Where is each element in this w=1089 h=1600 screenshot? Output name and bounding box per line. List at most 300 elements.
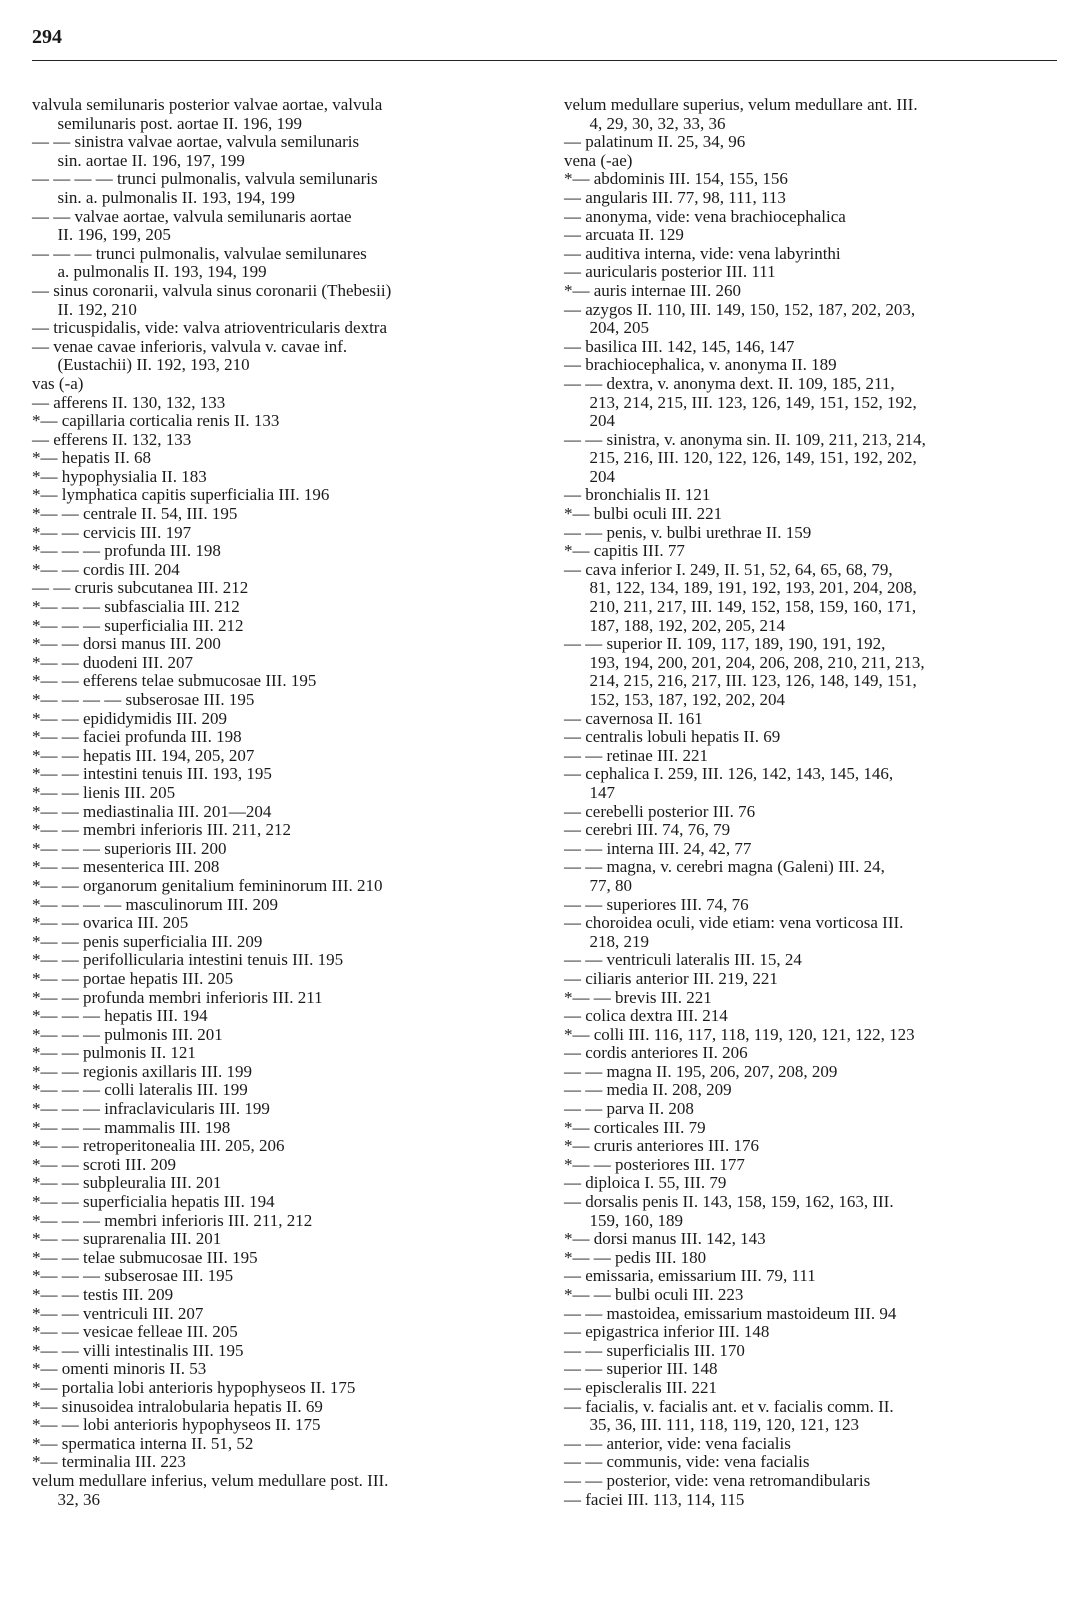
index-entry-text: 215, 216, III. 120, 122, 126, 149, 151, 192, 202, — [564, 448, 917, 468]
index-entry-text: *— — — membri inferioris III. 211, 212 — [32, 1210, 313, 1230]
index-entry — [564, 765, 1064, 784]
index-entry-text: — bronchialis II. 121 — [564, 485, 711, 505]
index-entry — [564, 561, 1064, 580]
index-entry-text: *— — — superficialia III. 212 — [32, 615, 244, 635]
index-entry-text: — diploica I. 55, III. 79 — [564, 1173, 727, 1193]
index-entry-text: *— — intestini tenuis III. 193, 195 — [32, 764, 272, 784]
index-entry — [564, 486, 1064, 505]
index-entry-text: *— — — subserosae III. 195 — [32, 1266, 234, 1286]
index-entry — [564, 133, 1064, 152]
index-entry-text: *— — mesenterica III. 208 — [32, 857, 220, 877]
index-entry — [32, 356, 520, 375]
index-entry-text: *— — regionis axillaris III. 199 — [32, 1061, 253, 1081]
index-entry-text: *— — posteriores III. 177 — [564, 1154, 745, 1174]
index-entry — [32, 263, 520, 282]
index-entry — [564, 1379, 1064, 1398]
index-entry-text: *— — perifollicularia intestini tenuis III. 195 — [32, 950, 344, 970]
index-entry-text: *— sinusoidea intralobularia hepatis II. 69 — [32, 1396, 323, 1416]
index-entry-text: — brachiocephalica, v. anonyma II. 189 — [564, 355, 837, 375]
index-entry — [564, 1119, 1064, 1138]
index-entry-text: *— terminalia III. 223 — [32, 1452, 186, 1472]
index-entry-text: 32, 36 — [32, 1489, 100, 1509]
index-entry — [32, 189, 520, 208]
index-entry — [32, 1174, 520, 1193]
index-entry — [564, 189, 1064, 208]
index-entry-text: — — anterior, vide: vena facialis — [564, 1433, 791, 1453]
index-entry-text: 4, 29, 30, 32, 33, 36 — [564, 113, 726, 133]
index-entry — [32, 542, 520, 561]
index-entry — [564, 1063, 1064, 1082]
index-entry — [32, 1081, 520, 1100]
index-entry — [32, 1156, 520, 1175]
index-entry — [564, 375, 1064, 394]
index-entry-text: *— — epididymidis III. 209 — [32, 708, 228, 728]
index-entry-text: — episcleralis III. 221 — [564, 1377, 717, 1397]
index-entry — [32, 1063, 520, 1082]
index-entry — [32, 784, 520, 803]
index-entry-text: 218, 219 — [564, 931, 649, 951]
index-entry-text: *— — testis III. 209 — [32, 1285, 174, 1304]
index-entry-text: *— omenti minoris II. 53 — [32, 1359, 207, 1379]
index-entry-text: 210, 211, 217, III. 149, 152, 158, 159, 160, 171, — [564, 597, 917, 617]
index-entry-text: (Eustachii) II. 192, 193, 210 — [32, 355, 250, 375]
index-entry-text: *— bulbi oculi III. 221 — [564, 504, 723, 524]
index-entry-text: — cerebri III. 74, 76, 79 — [564, 820, 731, 840]
index-entry-text: *— — ovarica III. 205 — [32, 913, 189, 933]
index-entry-text: 35, 36, III. 111, 118, 119, 120, 121, 123 — [564, 1415, 859, 1435]
index-entry-text: — arcuata II. 129 — [564, 225, 684, 245]
index-column-right — [564, 96, 1064, 1509]
index-entry-text: *— — subpleuralia III. 201 — [32, 1173, 222, 1193]
index-entry — [564, 691, 1064, 710]
index-entry — [32, 245, 520, 264]
index-entry-text: — cordis anteriores II. 206 — [564, 1043, 748, 1063]
index-entry — [564, 579, 1064, 598]
index-entry — [32, 561, 520, 580]
index-entry-text: *— — — — masculinorum III. 209 — [32, 894, 278, 914]
index-entry — [564, 598, 1064, 617]
index-entry — [564, 1044, 1064, 1063]
index-entry-text: *— — hepatis III. 194, 205, 207 — [32, 745, 255, 765]
index-entry — [564, 951, 1064, 970]
index-entry — [32, 282, 520, 301]
index-entry — [32, 1137, 520, 1156]
index-entry — [564, 654, 1064, 673]
index-entry — [564, 1174, 1064, 1193]
index-column-left — [32, 96, 520, 1509]
index-entry-text: — — superior III. 148 — [564, 1359, 718, 1379]
index-entry-text: II. 196, 199, 205 — [32, 225, 171, 245]
index-entry-text: *— capitis III. 77 — [564, 541, 685, 561]
index-entry — [564, 1026, 1064, 1045]
index-entry — [564, 152, 1064, 171]
index-entry-text: *— — vesicae felleae III. 205 — [32, 1322, 238, 1342]
index-entry-text: — — sinistra, v. anonyma sin. II. 109, 211, 213, 214, — [564, 429, 926, 449]
index-entry — [32, 208, 520, 227]
index-entry-text: — centralis lobuli hepatis II. 69 — [564, 727, 781, 747]
index-entry — [32, 914, 520, 933]
index-entry — [564, 747, 1064, 766]
index-entry — [32, 989, 520, 1008]
index-entry-text: — dorsalis penis II. 143, 158, 159, 162, 163, III. — [564, 1192, 894, 1212]
index-entry-text: sin. a. pulmonalis II. 193, 194, 199 — [32, 187, 296, 207]
index-entry-text: — cavernosa II. 161 — [564, 708, 703, 728]
index-entry-text: *— — — colli lateralis III. 199 — [32, 1080, 248, 1100]
index-entry-text: — tricuspidalis, vide: valva atrioventricularis dextra — [32, 318, 387, 338]
index-entry-text: velum medullare inferius, velum medullare post. III. — [32, 1470, 389, 1490]
index-entry — [564, 728, 1064, 747]
index-entry-text: — — cruris subcutanea III. 212 — [32, 578, 249, 598]
index-entry-text: — — communis, vide: vena facialis — [564, 1452, 810, 1472]
index-entry-text: 152, 153, 187, 192, 202, 204 — [564, 690, 785, 709]
index-entry-text: — — penis, v. bulbi urethrae II. 159 — [564, 522, 812, 542]
index-entry — [564, 226, 1064, 245]
index-entry — [564, 245, 1064, 264]
index-entry — [564, 394, 1064, 413]
index-entry-text: *— corticales III. 79 — [564, 1117, 706, 1137]
index-entry-text: — basilica III. 142, 145, 146, 147 — [564, 336, 795, 356]
index-entry — [32, 840, 520, 859]
index-entry-text: 204 — [564, 466, 615, 486]
index-entry-text: *— — — profunda III. 198 — [32, 541, 221, 561]
index-entry — [32, 170, 520, 189]
index-entry — [32, 1193, 520, 1212]
index-entry — [32, 375, 520, 394]
index-entry-text: 214, 215, 216, 217, III. 123, 126, 148, 149, 151, — [564, 671, 917, 691]
index-entry — [564, 1193, 1064, 1212]
index-entry — [32, 1491, 520, 1510]
index-entry — [32, 115, 520, 134]
index-entry-text: *— — profunda membri inferioris III. 211 — [32, 987, 323, 1007]
index-entry — [32, 579, 520, 598]
index-entry — [564, 635, 1064, 654]
index-entry — [32, 1026, 520, 1045]
index-entry — [32, 1360, 520, 1379]
index-entry-text: 147 — [564, 782, 615, 802]
index-entry-text: — facialis, v. facialis ant. et v. facialis comm. II. — [564, 1396, 894, 1416]
index-entry — [564, 282, 1064, 301]
index-entry — [32, 1267, 520, 1286]
index-entry — [564, 431, 1064, 450]
index-entry-text: — — superior II. 109, 117, 189, 190, 191, 192, — [564, 634, 886, 654]
index-entry — [564, 1007, 1064, 1026]
index-entry — [32, 505, 520, 524]
index-entry — [564, 208, 1064, 227]
index-entry-text: — — dextra, v. anonyma dext. II. 109, 185, 211, — [564, 373, 895, 393]
index-entry-text: *— — brevis III. 221 — [564, 987, 712, 1007]
index-entry-text: — angularis III. 77, 98, 111, 113 — [564, 187, 786, 207]
index-entry-text: 187, 188, 192, 202, 205, 214 — [564, 615, 785, 635]
index-entry-text: — — posterior, vide: vena retromandibularis — [564, 1470, 871, 1490]
index-entry — [564, 115, 1064, 134]
index-entry — [32, 765, 520, 784]
index-entry — [32, 617, 520, 636]
index-entry — [32, 877, 520, 896]
index-entry — [564, 617, 1064, 636]
index-entry-text: *— — superficialia hepatis III. 194 — [32, 1192, 275, 1212]
index-entry-text: *— — — subfascialia III. 212 — [32, 597, 240, 617]
index-entry — [32, 1379, 520, 1398]
index-entry — [564, 1100, 1064, 1119]
index-entry — [32, 1342, 520, 1361]
index-entry-text: — azygos II. 110, III. 149, 150, 152, 187, 202, 203, — [564, 299, 916, 319]
index-entry-text: — afferens II. 130, 132, 133 — [32, 392, 226, 412]
index-entry — [564, 1472, 1064, 1491]
index-entry — [564, 1156, 1064, 1175]
index-entry-text: — — superficialis III. 170 — [564, 1340, 745, 1360]
index-entry — [564, 1230, 1064, 1249]
index-entry — [32, 728, 520, 747]
index-entry-text: *— portalia lobi anterioris hypophyseos II. 175 — [32, 1377, 356, 1397]
index-entry — [32, 803, 520, 822]
index-entry — [564, 970, 1064, 989]
index-entry — [32, 654, 520, 673]
index-entry — [564, 896, 1064, 915]
index-entry-text: 193, 194, 200, 201, 204, 206, 208, 210, 211, 213, — [564, 652, 925, 672]
index-entry — [564, 914, 1064, 933]
index-entry-text: — — — — trunci pulmonalis, valvula semilunaris — [32, 169, 378, 189]
index-entry — [32, 96, 520, 115]
index-entry — [564, 170, 1064, 189]
index-entry — [564, 784, 1064, 803]
index-entry — [564, 933, 1064, 952]
index-entry-text: *— — cervicis III. 197 — [32, 522, 192, 542]
index-entry-text: *— — portae hepatis III. 205 — [32, 968, 234, 988]
index-entry-text: — anonyma, vide: vena brachiocephalica — [564, 206, 846, 226]
index-entry — [32, 1472, 520, 1491]
index-entry — [564, 263, 1064, 282]
index-entry-text: — — interna III. 24, 42, 77 — [564, 838, 752, 858]
index-entry-text: *— — scroti III. 209 — [32, 1154, 177, 1174]
index-entry-text: — epigastrica inferior III. 148 — [564, 1322, 770, 1342]
index-entry — [564, 821, 1064, 840]
index-entry — [32, 747, 520, 766]
index-entry-text: sin. aortae II. 196, 197, 199 — [32, 150, 245, 170]
index-entry — [564, 1398, 1064, 1417]
index-entry-text: *— abdominis III. 154, 155, 156 — [564, 169, 788, 189]
index-entry-text: — — media II. 208, 209 — [564, 1080, 732, 1100]
index-entry — [564, 412, 1064, 431]
index-entry — [564, 505, 1064, 524]
index-entry — [32, 1119, 520, 1138]
index-entry — [564, 1323, 1064, 1342]
index-entry-text: *— spermatica interna II. 51, 52 — [32, 1433, 254, 1453]
index-entry — [32, 1398, 520, 1417]
index-entry — [564, 1081, 1064, 1100]
index-entry — [564, 1435, 1064, 1454]
index-entry — [32, 431, 520, 450]
index-entry-text: — — valvae aortae, valvula semilunaris aortae — [32, 206, 352, 226]
index-entry-text: — cephalica I. 259, III. 126, 142, 143, 145, 146, — [564, 764, 894, 784]
index-entry-text: 159, 160, 189 — [564, 1210, 683, 1230]
index-entry — [32, 896, 520, 915]
index-entry — [564, 1416, 1064, 1435]
index-entry-text: *— — mediastinalia III. 201—204 — [32, 801, 272, 821]
index-entry-text: *— — membri inferioris III. 211, 212 — [32, 820, 292, 840]
index-entry-text: *— — telae submucosae III. 195 — [32, 1247, 258, 1267]
index-entry-text: *— — pulmonis II. 121 — [32, 1043, 196, 1063]
index-entry — [32, 394, 520, 413]
index-entry-text: — cerebelli posterior III. 76 — [564, 801, 756, 821]
index-entry-text: — efferens II. 132, 133 — [32, 429, 192, 449]
index-entry-text: — sinus coronarii, valvula sinus coronarii (Thebesii) — [32, 280, 392, 300]
index-entry — [32, 1230, 520, 1249]
index-entry — [564, 96, 1064, 115]
index-entry-text: *— — organorum genitalium femininorum III. 210 — [32, 875, 383, 895]
index-entry — [564, 338, 1064, 357]
index-entry — [564, 803, 1064, 822]
index-entry — [32, 468, 520, 487]
index-entry-text: *— — ventriculi III. 207 — [32, 1303, 204, 1323]
index-entry-text: a. pulmonalis II. 193, 194, 199 — [32, 262, 267, 282]
index-entry-text: *— auris internae III. 260 — [564, 280, 742, 300]
index-entry — [564, 319, 1064, 338]
index-entry-text: *— — — superioris III. 200 — [32, 838, 227, 858]
index-entry — [564, 672, 1064, 691]
index-entry-text: *— — retroperitonealia III. 205, 206 — [32, 1136, 285, 1156]
index-entry-text: *— hypophysialia II. 183 — [32, 466, 207, 486]
index-entry — [564, 449, 1064, 468]
index-entry — [564, 1453, 1064, 1472]
index-entry — [32, 338, 520, 357]
index-entry-text: 204, 205 — [564, 318, 649, 338]
index-entry — [564, 858, 1064, 877]
index-entry-text: — — — trunci pulmonalis, valvulae semilunares — [32, 243, 367, 263]
index-entry — [32, 1212, 520, 1231]
index-entry — [32, 821, 520, 840]
index-entry — [32, 635, 520, 654]
index-entry-text: — — magna, v. cerebri magna (Galeni) III. 24, — [564, 857, 885, 877]
header-rule — [32, 60, 1057, 61]
index-entry — [32, 524, 520, 543]
index-entry — [32, 301, 520, 320]
index-entry-text: — — ventriculi lateralis III. 15, 24 — [564, 950, 802, 970]
index-entry-text: — auditiva interna, vide: vena labyrinthi — [564, 243, 841, 263]
index-entry — [32, 970, 520, 989]
index-entry-text: semilunaris post. aortae II. 196, 199 — [32, 113, 303, 133]
index-entry-text: *— — — infraclavicularis III. 199 — [32, 1099, 270, 1119]
index-entry-text: — — mastoidea, emissarium mastoideum III. 94 — [564, 1303, 897, 1323]
index-entry — [564, 1212, 1064, 1231]
index-entry — [564, 1137, 1064, 1156]
index-entry — [564, 468, 1064, 487]
index-entry — [32, 858, 520, 877]
index-entry-text: vena (-ae) — [564, 150, 633, 170]
index-entry — [564, 524, 1064, 543]
index-entry-text: — choroidea oculi, vide etiam: vena vorticosa III. — [564, 913, 904, 933]
index-entry — [564, 840, 1064, 859]
index-entry — [32, 152, 520, 171]
index-entry-text: valvula semilunaris posterior valvae aortae, valvula — [32, 95, 383, 114]
index-entry — [32, 1286, 520, 1305]
index-entry-text: — — magna II. 195, 206, 207, 208, 209 — [564, 1061, 838, 1081]
index-entry — [564, 1342, 1064, 1361]
index-entry-text: — — sinistra valvae aortae, valvula semilunaris — [32, 132, 360, 152]
index-entry-text: *— — cordis III. 204 — [32, 559, 180, 579]
index-entry-text: — ciliaris anterior III. 219, 221 — [564, 968, 778, 988]
index-entry-text: — faciei III. 113, 114, 115 — [564, 1489, 745, 1509]
index-entry-text: *— — penis superficialia III. 209 — [32, 931, 263, 951]
index-entry — [32, 486, 520, 505]
index-entry-text: — palatinum II. 25, 34, 96 — [564, 132, 746, 152]
index-entry — [32, 1435, 520, 1454]
index-entry-text: *— — — mammalis III. 198 — [32, 1117, 231, 1137]
index-entry-text: *— — lobi anterioris hypophyseos II. 175 — [32, 1415, 321, 1435]
index-entry-text: — cava inferior I. 249, II. 51, 52, 64, 65, 68, 79, — [564, 559, 893, 579]
index-entry — [32, 710, 520, 729]
index-entry — [564, 989, 1064, 1008]
page-number: 294 — [32, 26, 62, 48]
index-entry-text: *— — pedis III. 180 — [564, 1247, 707, 1267]
index-entry-text: — — superiores III. 74, 76 — [564, 894, 749, 914]
index-entry — [32, 672, 520, 691]
index-entry — [32, 133, 520, 152]
index-entry-text: *— lymphatica capitis superficialia III. 196 — [32, 485, 330, 505]
index-entry-text: — — retinae III. 221 — [564, 745, 708, 765]
index-entry — [32, 449, 520, 468]
index-entry-text: *— — efferens telae submucosae III. 195 — [32, 671, 317, 691]
index-entry — [564, 301, 1064, 320]
index-entry-text: *— hepatis II. 68 — [32, 448, 151, 468]
index-entry — [32, 1323, 520, 1342]
index-entry-text: *— — dorsi manus III. 200 — [32, 634, 221, 654]
index-entry — [32, 691, 520, 710]
index-entry-text: — emissaria, emissarium III. 79, 111 — [564, 1266, 816, 1286]
index-entry-text: velum medullare superius, velum medullare ant. III. — [564, 95, 918, 114]
index-entry — [32, 1453, 520, 1472]
index-entry — [32, 1007, 520, 1026]
index-entry-text: — venae cavae inferioris, valvula v. cavae inf. — [32, 336, 348, 356]
index-entry-text: 81, 122, 134, 189, 191, 192, 193, 201, 204, 208, — [564, 578, 917, 598]
index-entry — [32, 226, 520, 245]
index-entry — [32, 1416, 520, 1435]
index-entry-text: *— capillaria corticalia renis II. 133 — [32, 411, 280, 431]
index-entry — [564, 1491, 1064, 1510]
index-entry-text: *— — — hepatis III. 194 — [32, 1006, 208, 1026]
index-entry-text: *— — lienis III. 205 — [32, 782, 176, 802]
index-entry-text: *— dorsi manus III. 142, 143 — [564, 1229, 766, 1249]
index-entry — [564, 1267, 1064, 1286]
index-entry-text: *— colli III. 116, 117, 118, 119, 120, 121, 122, 123 — [564, 1024, 915, 1044]
index-entry-text: *— — centrale II. 54, III. 195 — [32, 504, 238, 524]
index-entry — [564, 710, 1064, 729]
index-entry — [32, 1044, 520, 1063]
index-entry — [564, 877, 1064, 896]
index-entry — [32, 1249, 520, 1268]
index-entry-text: 77, 80 — [564, 875, 632, 895]
index-entry-text: *— — suprarenalia III. 201 — [32, 1229, 222, 1249]
index-entry-text: *— — villi intestinalis III. 195 — [32, 1340, 244, 1360]
index-entry — [564, 1249, 1064, 1268]
index-entry-text: *— — bulbi oculi III. 223 — [564, 1285, 744, 1304]
index-entry — [564, 1360, 1064, 1379]
index-entry-text: *— — faciei profunda III. 198 — [32, 727, 242, 747]
index-entry-text: — colica dextra III. 214 — [564, 1006, 728, 1026]
index-entry-text: *— — duodeni III. 207 — [32, 652, 194, 672]
index-entry — [32, 412, 520, 431]
index-entry — [32, 598, 520, 617]
index-entry — [32, 319, 520, 338]
index-entry-text: 213, 214, 215, III. 123, 126, 149, 151, 152, 192, — [564, 392, 917, 412]
index-entry-text: vas (-a) — [32, 373, 84, 393]
index-entry — [32, 1305, 520, 1324]
index-entry — [564, 542, 1064, 561]
index-entry-text: II. 192, 210 — [32, 299, 137, 319]
index-entry — [32, 1100, 520, 1119]
index-entry-text: *— — — pulmonis III. 201 — [32, 1024, 223, 1044]
index-entry — [564, 1305, 1064, 1324]
index-entry-text: — auricularis posterior III. 111 — [564, 262, 776, 282]
